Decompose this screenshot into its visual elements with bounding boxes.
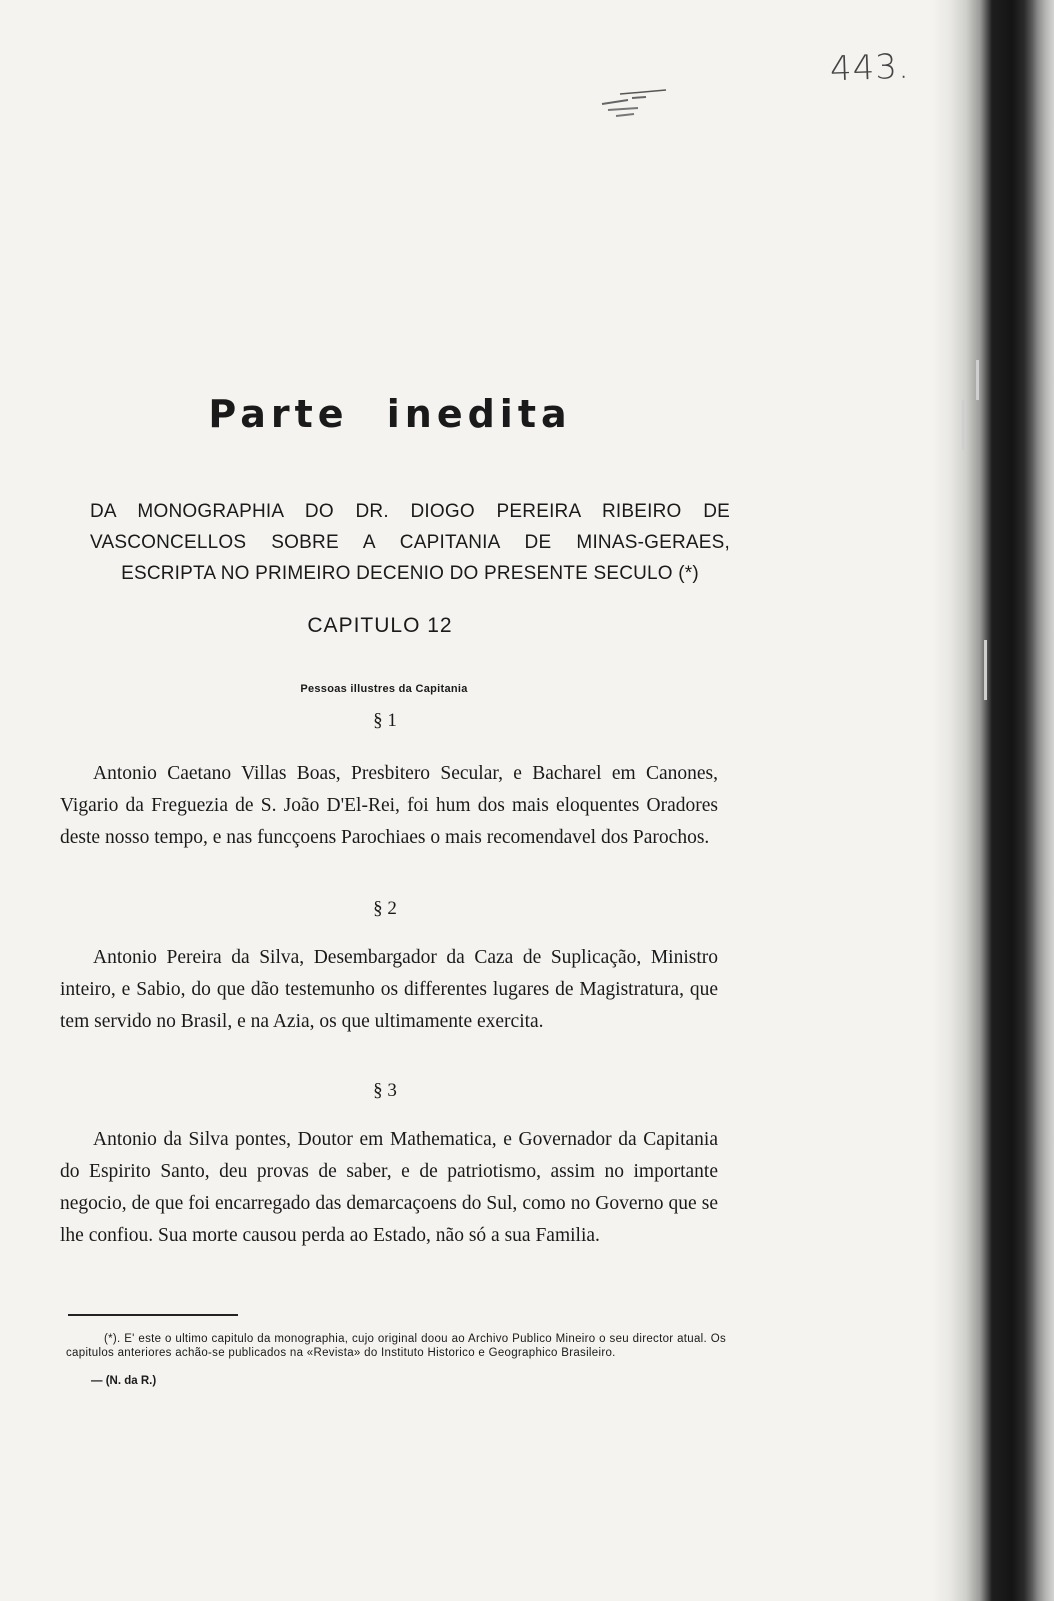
footnote-text: (*). E' este o ultimo capitulo da monographia, cujo original doou ao Archivo Publico Mineiro o seu director atual. Os capitulos anteriores achão-se publicados na «Revista» do Instituto Historico e Geographico Brasileiro. <box>66 1333 726 1359</box>
binding-speck <box>984 640 987 700</box>
footnote-divider <box>68 1314 238 1316</box>
section-mark-1: § 1 <box>373 710 397 731</box>
chapter-subheading: Pessoas illustres da Capitania <box>300 683 468 695</box>
binding-speck <box>962 400 965 450</box>
chapter-heading: CAPITULO 12 <box>307 614 453 637</box>
section-paragraph-3: Antonio da Silva pontes, Doutor em Mathematica, e Governador da Capitania do Espirito Santo, deu provas de saber, e de patriotismo, assim no importante negocio, de que foi encarregado das demarcaçoens do Sul, como no Governo que se lhe confiou. Sua morte causou perda ao Estado, não só a sua Familia. <box>60 1129 718 1246</box>
section-paragraph-1: Antonio Caetano Villas Boas, Presbitero Secular, e Bacharel em Canones, Vigario da Freguezia de S. João D'El-Rei, foi hum dos mais eloquentes Oradores deste nosso tempo, e nas funcçoens Parochiaes o mais recomendavel dos Parochos. <box>60 763 718 848</box>
binding-speck <box>976 360 979 400</box>
library-stamp-mark <box>598 86 668 122</box>
section-mark-2: § 2 <box>373 898 397 919</box>
document-title: Parte inedita <box>208 392 572 436</box>
book-binding-edge <box>932 0 1054 1601</box>
page-number: 443. <box>829 46 911 90</box>
section-mark-3: § 3 <box>373 1080 397 1101</box>
document-subtitle: DA MONOGRAPHIA DO DR. DIOGO PEREIRA RIBEIRO DE VASCONCELLOS SOBRE A CAPITANIA DE MINAS-GERAES, ESCRIPTA NO PRIMEIRO DECENIO DO PRESENTE SECULO (*) <box>90 501 730 584</box>
section-paragraph-2: Antonio Pereira da Silva, Desembargador da Caza de Suplicação, Ministro inteiro, e Sabio, do que dão testemunho os differentes lugares de Magistratura, que tem servido no Brasil, e na Azia, os que ultimamente exercita. <box>60 947 718 1032</box>
footnote-signature: — (N. da R.) <box>91 1375 157 1387</box>
